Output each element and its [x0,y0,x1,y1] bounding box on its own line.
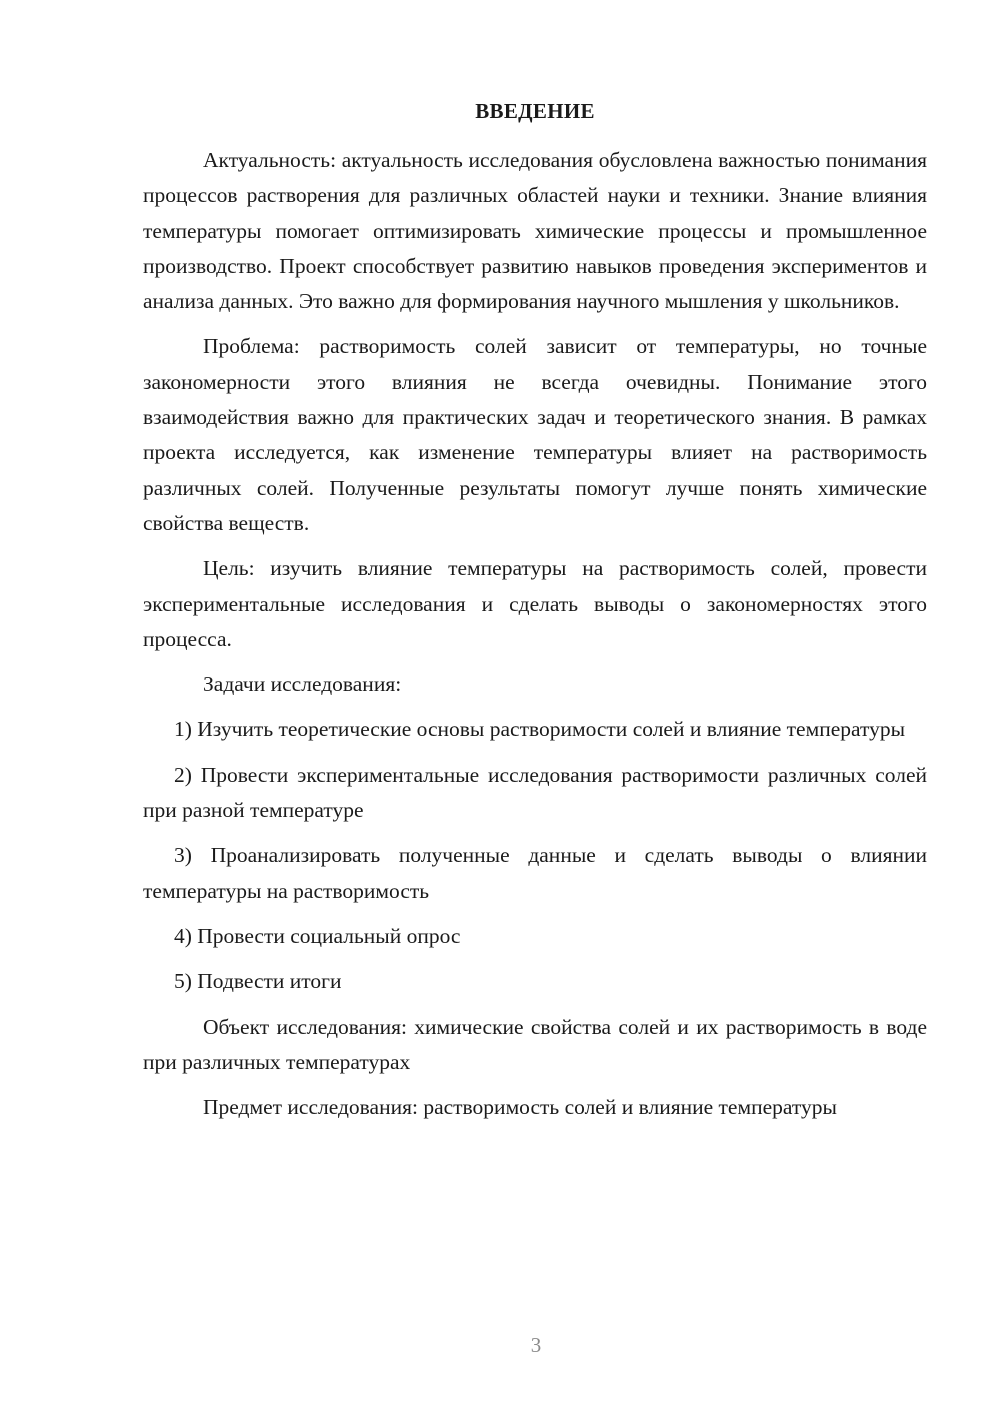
task-item-2: 2) Провести экспериментальные исследования растворимости различных солей при разной температуре [143,762,927,823]
task-item-5: 5) Подвести итоги [174,969,342,994]
task-item-1: 1) Изучить теоретические основы растворимости солей и влияние температуры [174,717,906,742]
task-item-4: 4) Провести социальный опрос [174,923,461,948]
subject-paragraph: Предмет исследования: растворимость солей и влияние температуры [203,1095,837,1120]
tasks-heading: Задачи исследования: [203,672,402,697]
page-number: 3 [530,1333,542,1357]
relevance-paragraph: Актуальность: актуальность исследования обусловлена важностью понимания процессов растворения для различных областей науки и техники. Знание влияния температуры помогает оптимизировать химические процессы и промышленное производство. Проект способствует развитию навыков проведения экспериментов и анализа данных. Это важно для формирования научного мышления у школьников. [143,148,927,314]
problem-paragraph: Проблема: растворимость солей зависит от температуры, но точные закономерности этого влияния не всегда очевидны. Понимание этого взаимодействия важно для практических задач и теоретического знания. В рамках проекта исследуется, как изменение температуры влияет на растворимость различных солей. Полученные результаты помогут лучше понять химические свойства веществ. [143,334,927,535]
task-item-3: 3) Проанализировать полученные данные и сделать выводы о влиянии температуры на растворимость [143,843,927,903]
page-content [143,95,927,1135]
section-title: ВВЕДЕНИЕ [475,99,595,123]
goal-paragraph: Цель: изучить влияние температуры на растворимость солей, провести экспериментальные исследования и сделать выводы о закономерностях этого процесса. [143,556,927,651]
object-paragraph: Объект исследования: химические свойства солей и их растворимость в воде при различных температурах [143,1014,927,1074]
